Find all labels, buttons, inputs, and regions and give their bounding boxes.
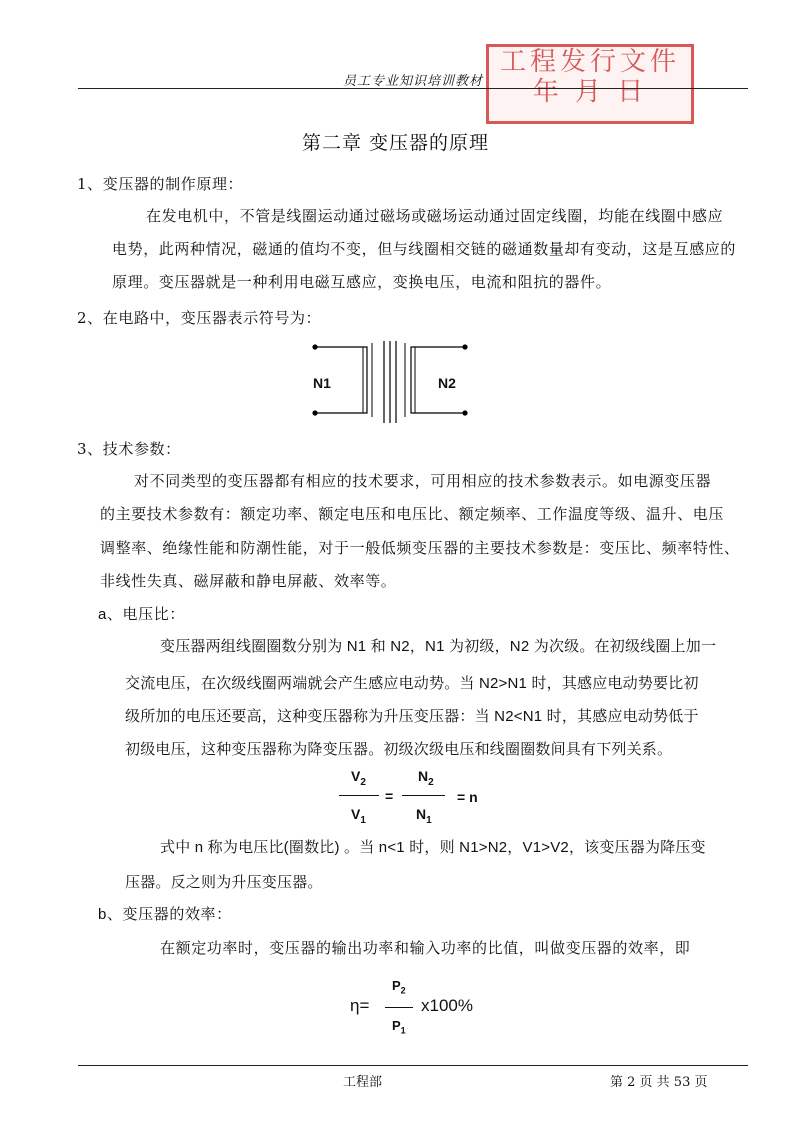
formula-v1: $V_1$	[351, 806, 366, 826]
formula-eta: η=	[350, 996, 370, 1015]
section2-heading: 2、在电路中，变压器表示符号为：	[77, 309, 322, 327]
fraction-bar-n	[402, 795, 445, 796]
sub-b-heading: b、变压器的效率：	[98, 906, 232, 923]
sub-a-after-line: 压器。反之则为升压变压器。	[125, 874, 323, 891]
section3-line: 对不同类型的变压器都有相应的技术要求，可用相应的技术参数表示。如电源变压器	[134, 472, 712, 490]
section3-heading: 3、技术参数：	[77, 440, 181, 458]
footer-department: 工程部	[343, 1075, 383, 1090]
stamp-line1: 工程发行文件	[499, 47, 680, 77]
sub-a-line: 交流电压，在次级线圈两端就会产生感应电动势。当 N2>N1 时，其感应电动势要比初	[125, 675, 699, 692]
efficiency-formula	[350, 976, 490, 1040]
footer-rule	[78, 1065, 748, 1066]
formula-eq2: = n	[457, 789, 478, 805]
ratio-formula	[330, 764, 500, 830]
fraction-bar-p	[385, 1007, 413, 1008]
sub-a-line: 变压器两组线圈圈数分别为 N1 和 N2，N1 为初级，N2 为次级。在初级线圈上加一	[160, 638, 717, 655]
sub-a-heading: a、电压比：	[98, 606, 185, 623]
chapter-title: 第二章 变压器的原理	[302, 132, 490, 154]
transformer-symbol	[305, 338, 475, 428]
stamp-seal	[486, 44, 694, 124]
section1-heading: 1、变压器的制作原理：	[77, 175, 244, 193]
formula-v2: $V_2$	[351, 768, 366, 788]
footer-page-number: 第 2 页 共 53 页	[610, 1075, 708, 1090]
section1-line: 电势，此两种情况，磁通的值均不变，但与线圈相交链的磁通数量却有变动，这是互感应的	[112, 240, 737, 258]
formula-percent: x100%	[421, 996, 473, 1015]
stamp-line2: 年 月 日	[532, 77, 648, 107]
section1-line: 原理。变压器就是一种利用电磁互感应，变换电压，电流和阻抗的器件。	[112, 273, 612, 291]
header-category: 员工专业知识培训教材	[343, 74, 484, 89]
section3-line: 调整率、绝缘性能和防潮性能，对于一般低频变压器的主要技术参数是：变压比、频率特性、	[100, 539, 740, 557]
formula-p1: $P_1$	[392, 1018, 406, 1036]
header-rule	[78, 88, 748, 89]
formula-n2: $N_2$	[418, 768, 434, 788]
formula-p2: $P_2$	[392, 978, 406, 996]
fraction-bar-v	[339, 795, 379, 796]
sub-a-after-line: 式中 n 称为电压比(圈数比) 。当 n<1 时，则 N1>N2，V1>V2，该变压器为降压变	[160, 839, 706, 856]
section3-line: 的主要技术参数有：额定功率、额定电压和电压比、额定频率、工作温度等级、温升、电压	[100, 505, 725, 523]
winding-label-n1: N1	[313, 375, 331, 391]
formula-eq1: =	[385, 788, 394, 804]
formula-n1: $N_1$	[416, 806, 432, 826]
section1-line: 在发电机中，不管是线圈运动通过磁场或磁场运动通过固定线圈，均能在线圈中感应	[146, 207, 724, 225]
sub-a-line: 级所加的电压还要高，这种变压器称为升压变压器：当 N2<N1 时，其感应电动势低于	[125, 708, 699, 725]
sub-a-line: 初级电压，这种变压器称为降变压器。初级次级电压和线圈圈数间具有下列关系。	[125, 741, 673, 758]
sub-b-line: 在额定功率时，变压器的输出功率和输入功率的比值，叫做变压器的效率，即	[160, 939, 691, 957]
section3-line: 非线性失真、磁屏蔽和静电屏蔽、效率等。	[100, 572, 397, 590]
winding-label-n2: N2	[438, 375, 456, 391]
